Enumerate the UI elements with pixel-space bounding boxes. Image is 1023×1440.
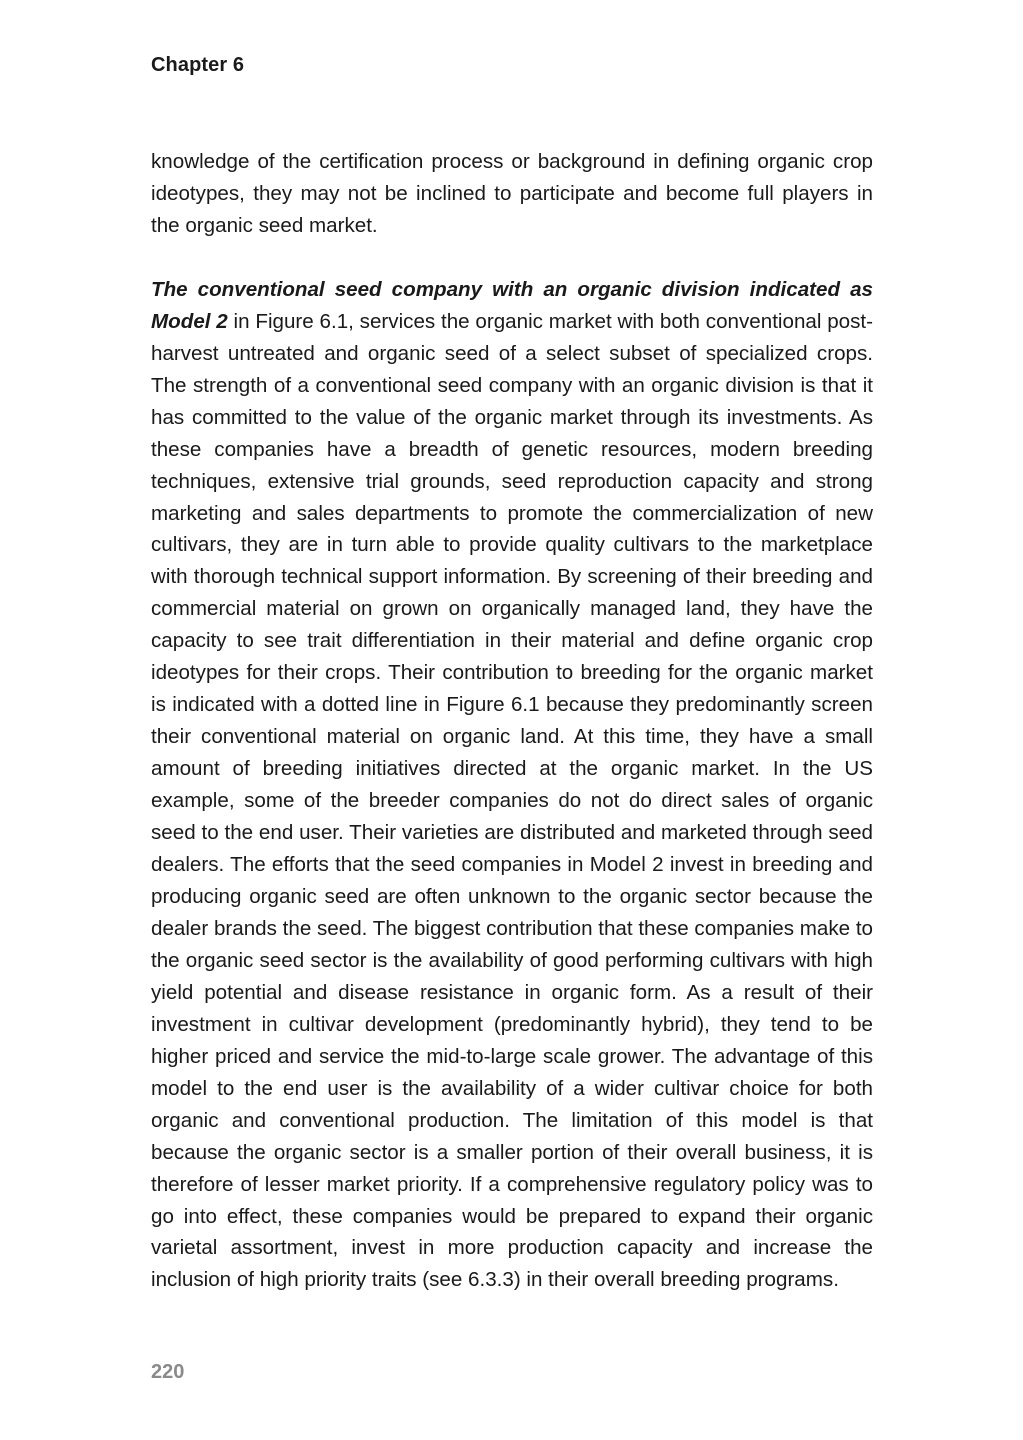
paragraph-2-lead-in: The conventional seed company with an organic division indicated as Model 2 <box>151 277 873 333</box>
body-text <box>151 146 873 1296</box>
paragraph-1: knowledge of the certification process or background in defining organic crop ideotypes, they may not be inclined to participate and become full players in the organic seed market. <box>151 150 873 237</box>
paragraph-spacer <box>151 242 873 274</box>
page-number: 220 <box>151 1361 185 1383</box>
paragraph-2 <box>151 274 873 1297</box>
running-head-chapter: Chapter 6 <box>151 54 245 76</box>
paragraph-2-body: in Figure 6.1, services the organic market with both conventional post-harvest untreated and organic seed of a select subset of specialized crops. The strength of a conventional seed company with an organic division is that it has committed to the value of the organic market through its investments. As these companies have a breadth of genetic resources, modern breeding techniques, extensive trial grounds, seed reproduction capacity and strong marketing and sales departments to promote the commercialization of new cultivars, they are in turn able to provide quality cultivars to the marketplace with thorough technical support information. By screening of their breeding and commercial material on grown on organically managed land, they have the capacity to see trait differentiation in their material and define organic crop ideotypes for their crops. Their contribution to breeding for the organic market is indicated with a dotted line in Figure 6.1 because they predominantly screen their conventional material on organic land. At this time, they have a small amount of breeding initiatives directed at the organic market. In the US example, some of the breeder companies do not do direct sales of organic seed to the end user. Their varieties are distributed and marketed through seed dealers. The efforts that the seed companies in Model 2 invest in breeding and producing organic seed are often unknown to the organic sector because the dealer brands the seed. The biggest contribution that these companies make to the organic seed sector is the availability of good performing cultivars with high yield potential and disease resistance in organic form. As a result of their investment in cultivar development (predominantly hybrid), they tend to be higher priced and service the mid-to-large scale grower. The advantage of this model to the end user is the availability of a wider cultivar choice for both organic and conventional production. The limitation of this model is that because the organic sector is a smaller portion of their overall business, it is therefore of lesser market priority. If a comprehensive regulatory policy was to go into effect, these companies would be prepared to expand their organic varietal assortment, invest in more production capacity and increase the inclusion of high priority traits (see 6.3.3) in their overall breeding programs. <box>151 309 874 1292</box>
